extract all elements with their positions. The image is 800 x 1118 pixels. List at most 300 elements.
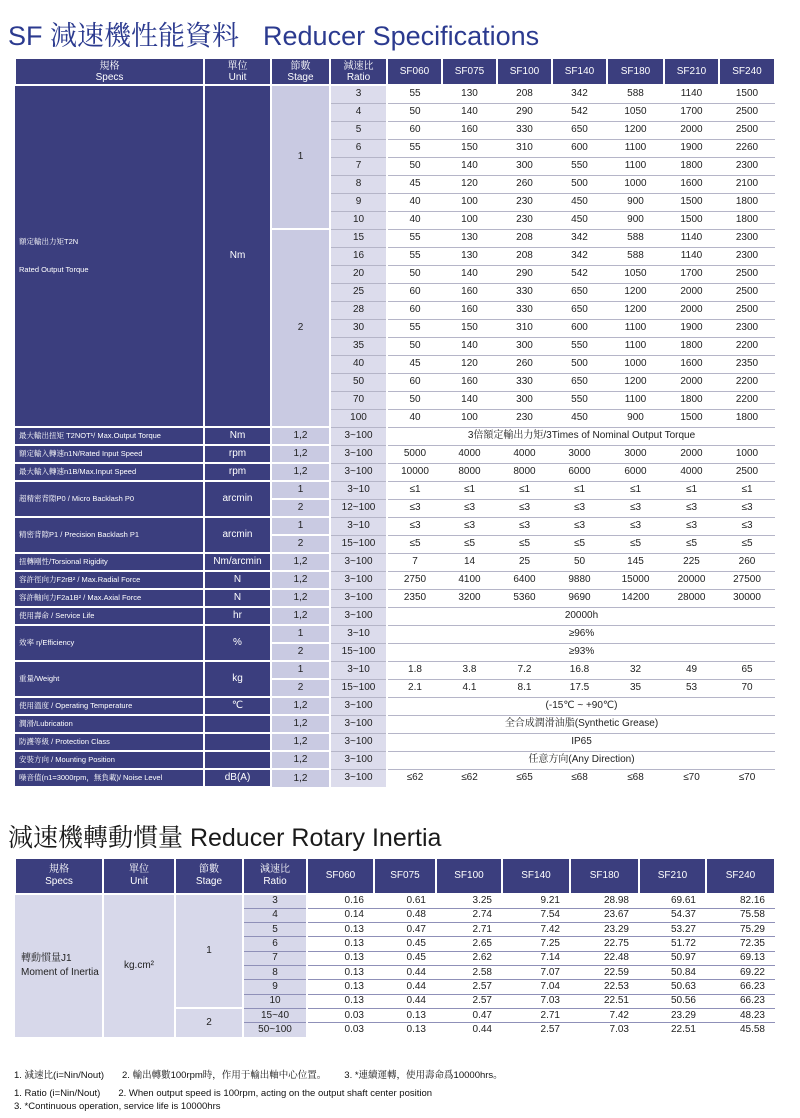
- value-cell: 310: [497, 139, 552, 157]
- stage-cell: 1: [271, 625, 330, 643]
- value-cell: 1800: [664, 157, 719, 175]
- rated_speed-label: 額定輸入轉速n1N/Rated Input Speed: [15, 445, 204, 463]
- value-cell: 55: [387, 319, 442, 337]
- value-cell: 145: [607, 553, 664, 571]
- stage-cell: 1,2: [271, 607, 330, 625]
- value-cell: 7.04: [502, 980, 570, 994]
- value-cell: 1140: [664, 229, 719, 247]
- value-cell: 2200: [719, 337, 775, 355]
- value-cell: ≤3: [552, 499, 607, 517]
- value-cell: ≤3: [607, 499, 664, 517]
- value-cell: 0.47: [436, 1008, 502, 1022]
- value-cell: 50.97: [639, 951, 706, 965]
- value-cell: 23.67: [570, 908, 639, 922]
- value-cell: 7.42: [570, 1008, 639, 1022]
- value-cell: 60: [387, 283, 442, 301]
- value-cell: 140: [442, 265, 497, 283]
- stage-cell: 1,2: [271, 553, 330, 571]
- stage-cell: 1: [271, 85, 330, 229]
- value-cell: 0.13: [307, 951, 374, 965]
- value-cell: 50: [387, 391, 442, 409]
- value-cell: 69.13: [706, 951, 775, 965]
- value-cell: 8.1: [497, 679, 552, 697]
- note: 1. 減速比(i=Nin/Nout): [14, 1070, 105, 1081]
- value-cell: 3000: [607, 445, 664, 463]
- value-cell: 550: [552, 391, 607, 409]
- value-cell: 0.03: [307, 1008, 374, 1022]
- value-cell: ≤3: [552, 517, 607, 535]
- value-cell: ≤5: [497, 535, 552, 553]
- value-cell: 160: [442, 121, 497, 139]
- value-cell: 542: [552, 103, 607, 121]
- ratio-cell: 3~100: [330, 571, 387, 589]
- value-cell: ≤1: [607, 481, 664, 499]
- value-cell: 75.29: [706, 923, 775, 937]
- value-cell: 2500: [719, 301, 775, 319]
- value-cell: 650: [552, 121, 607, 139]
- value-cell: 2.65: [436, 937, 502, 951]
- value-cell: 55: [387, 229, 442, 247]
- value-cell: 1800: [719, 409, 775, 427]
- value-cell: 330: [497, 373, 552, 391]
- value-cell: 69.22: [706, 965, 775, 979]
- value-cell: ≤70: [664, 769, 719, 787]
- value-cell: 0.61: [374, 894, 436, 908]
- ratio-cell: 3~100: [330, 589, 387, 607]
- stage-cell: 2: [271, 229, 330, 427]
- value-cell: 0.45: [374, 937, 436, 951]
- ratio-cell: 3~100: [330, 463, 387, 481]
- value-cell: 50: [387, 265, 442, 283]
- value-cell: 4100: [442, 571, 497, 589]
- value-cell: 51.72: [639, 937, 706, 951]
- life-row: [15, 607, 775, 625]
- value-cell: 75.58: [706, 908, 775, 922]
- value-cell: 23.29: [639, 1008, 706, 1022]
- max_torque-label: 最大輸出扭矩 T2NOT¹/ Max.Output Torque: [15, 427, 204, 445]
- ratio-cell: 3: [243, 894, 307, 908]
- value-cell: 230: [497, 409, 552, 427]
- value-cell: 35: [607, 679, 664, 697]
- value-cell: 2.71: [436, 923, 502, 937]
- value-cell: 30000: [719, 589, 775, 607]
- value-cell: 16.8: [552, 661, 607, 679]
- value-cell: 60: [387, 121, 442, 139]
- value-cell: 70: [719, 679, 775, 697]
- value-cell: 1100: [607, 319, 664, 337]
- value-cell: 2.57: [436, 994, 502, 1008]
- value-cell: 310: [497, 319, 552, 337]
- value-cell: 3000: [552, 445, 607, 463]
- torque-row: [15, 85, 775, 103]
- value-cell: 650: [552, 373, 607, 391]
- value-cell: 2500: [719, 121, 775, 139]
- unit-cell: rpm: [204, 445, 271, 463]
- value-cell: ≤5: [664, 535, 719, 553]
- value-cell: 22.51: [570, 994, 639, 1008]
- value-cell: ≤1: [387, 481, 442, 499]
- stage-cell: 1,2: [271, 769, 330, 787]
- value-cell: 260: [497, 355, 552, 373]
- value-cell: 1100: [607, 337, 664, 355]
- value-cell: 342: [552, 229, 607, 247]
- backlash_p1-row: [15, 517, 775, 535]
- ratio-cell: 16: [330, 247, 387, 265]
- mounting-label: 安裝方向 / Mounting Position: [15, 751, 204, 769]
- value-cell: ≤3: [387, 517, 442, 535]
- unit-cell: arcmin: [204, 481, 271, 517]
- ratio-cell: 25: [330, 283, 387, 301]
- value-cell: ≤1: [719, 481, 775, 499]
- value-cell: 2.74: [436, 908, 502, 922]
- header-model: SF210: [664, 58, 719, 85]
- temp-label: 使用溫度 / Operating Temperature: [15, 697, 204, 715]
- value-cell: 7: [387, 553, 442, 571]
- value-cell: 4000: [442, 445, 497, 463]
- value-cell: 0.44: [374, 980, 436, 994]
- value-cell: 588: [607, 247, 664, 265]
- value-cell: 300: [497, 157, 552, 175]
- ratio-cell: 3~100: [330, 427, 387, 445]
- value-cell: 45.58: [739, 1024, 765, 1036]
- span-value-cell: 任意方向(Any Direction): [387, 751, 775, 769]
- value-cell: 40: [387, 211, 442, 229]
- value-cell: 7.03: [609, 1024, 629, 1036]
- value-cell: 15000: [607, 571, 664, 589]
- value-cell: 450: [552, 211, 607, 229]
- stage-cell: 1,2: [271, 751, 330, 769]
- value-cell: 2350: [387, 589, 442, 607]
- inertia-header-row: [15, 858, 775, 894]
- value-cell: 290: [497, 103, 552, 121]
- value-cell: ≤5: [552, 535, 607, 553]
- value-cell: 1900: [664, 139, 719, 157]
- value-cell: 230: [497, 211, 552, 229]
- value-cell: 49: [664, 661, 719, 679]
- value-cell: 550: [552, 337, 607, 355]
- backlash_p0-label: 超精密背隙P0 / Micro Backlash P0: [15, 481, 204, 517]
- value-cell: 2750: [387, 571, 442, 589]
- value-cell: 9.21: [502, 894, 570, 908]
- noise-label: 噪音值(n1=3000rpm，無負載)/ Noise Level: [15, 769, 204, 787]
- value-cell: 6000: [552, 463, 607, 481]
- ratio-cell: 3~100: [330, 715, 387, 733]
- value-cell: 60: [387, 301, 442, 319]
- value-cell: 1800: [664, 337, 719, 355]
- value-cell: 130: [461, 88, 478, 100]
- header-ratio: 減速比 Ratio: [243, 858, 307, 894]
- value-cell: 50: [387, 157, 442, 175]
- value-cell: 0.13: [307, 994, 374, 1008]
- value-cell: 140: [442, 391, 497, 409]
- value-cell: ≤5: [607, 535, 664, 553]
- value-cell: 50: [552, 553, 607, 571]
- value-cell: 2300: [719, 247, 775, 265]
- value-cell: 45: [387, 175, 442, 193]
- value-cell: ≤65: [497, 769, 552, 787]
- value-cell: 230: [497, 193, 552, 211]
- stage-cell: 1: [175, 894, 243, 1008]
- header-stage: 節數 Stage: [175, 858, 243, 894]
- value-cell: 140: [442, 337, 497, 355]
- note: 3. *Continuous operation, service life is 10000hrs: [14, 1101, 221, 1112]
- value-cell: 100: [442, 409, 497, 427]
- value-cell: ≤3: [497, 517, 552, 535]
- note: 3. *連續運轉，使用壽命爲10000hrs。: [344, 1070, 503, 1081]
- value-cell: 8000: [442, 463, 497, 481]
- header-model: SF060: [307, 858, 374, 894]
- value-cell: 0.44: [472, 1024, 492, 1036]
- value-cell: 0.03: [344, 1024, 364, 1036]
- value-cell: 300: [497, 337, 552, 355]
- value-cell: ≤1: [664, 481, 719, 499]
- value-cell: 2500: [719, 283, 775, 301]
- value-cell: 3200: [442, 589, 497, 607]
- value-cell: 2300: [719, 319, 775, 337]
- value-cell: 1000: [607, 175, 664, 193]
- value-cell: 0.44: [374, 965, 436, 979]
- value-cell: 300: [497, 391, 552, 409]
- header-specs: 規格 Specs: [15, 58, 204, 85]
- value-cell: ≤3: [664, 517, 719, 535]
- axial-row: [15, 589, 775, 607]
- noise-row: [15, 769, 775, 787]
- value-cell: 450: [552, 409, 607, 427]
- value-cell: 1050: [607, 103, 664, 121]
- value-cell: 2100: [719, 175, 775, 193]
- temp-row: [15, 697, 775, 715]
- header-model: SF075: [374, 858, 436, 894]
- stage-cell: 1,2: [271, 697, 330, 715]
- ratio-cell: 40: [330, 355, 387, 373]
- note: 1. Ratio (i=Nin/Nout): [14, 1088, 101, 1099]
- inertia-row: [15, 894, 775, 908]
- value-cell: 550: [552, 157, 607, 175]
- value-cell: 0.47: [374, 923, 436, 937]
- value-cell: 45: [387, 355, 442, 373]
- header-model: SF180: [570, 858, 639, 894]
- value-cell: 260: [719, 553, 775, 571]
- ratio-cell: 3~100: [330, 553, 387, 571]
- ratio-cell: 8: [330, 175, 387, 193]
- value-cell: 22.48: [570, 951, 639, 965]
- value-cell: 4000: [664, 463, 719, 481]
- ratio-cell: 10: [330, 211, 387, 229]
- efficiency-label: 效率 η/Efficiency: [15, 625, 204, 661]
- value-cell: 1200: [607, 283, 664, 301]
- value-cell: 9880: [552, 571, 607, 589]
- rigidity-row: [15, 553, 775, 571]
- header-ratio: 減速比 Ratio: [330, 58, 387, 85]
- radial-row: [15, 571, 775, 589]
- value-cell: ≤3: [442, 517, 497, 535]
- value-cell: 1000: [719, 445, 775, 463]
- value-cell: 260: [497, 175, 552, 193]
- value-cell: 1100: [607, 391, 664, 409]
- max_speed-row: [15, 463, 775, 481]
- value-cell: 6400: [497, 571, 552, 589]
- value-cell: 14: [442, 553, 497, 571]
- value-cell: 1800: [719, 211, 775, 229]
- spec-title-zh: SF 減速機性能資料: [8, 21, 240, 51]
- ratio-cell: 3~100: [330, 607, 387, 625]
- value-cell: 17.5: [552, 679, 607, 697]
- mounting-row: [15, 751, 775, 769]
- value-cell: 32: [607, 661, 664, 679]
- ratio-cell: 15~100: [330, 679, 387, 697]
- value-cell: 22.59: [570, 965, 639, 979]
- value-cell: 7.14: [502, 951, 570, 965]
- value-cell: 1800: [664, 391, 719, 409]
- lube-label: 潤滑/Lubrication: [15, 715, 204, 733]
- value-cell: 72.35: [706, 937, 775, 951]
- value-cell: 22.53: [570, 980, 639, 994]
- value-cell: 160: [442, 373, 497, 391]
- spec-header-row: [15, 58, 775, 85]
- ratio-cell: 9: [243, 980, 307, 994]
- ratio-cell: 50: [330, 373, 387, 391]
- stage-cell: 1,2: [271, 589, 330, 607]
- inertia-title: 減速機轉動慣量 Reducer Rotary Inertia: [8, 824, 442, 852]
- header-specs: 規格 Specs: [15, 858, 103, 894]
- value-cell: 20000: [664, 571, 719, 589]
- value-cell: 290: [497, 265, 552, 283]
- value-cell: ≤1: [552, 481, 607, 499]
- label-zh: 額定輸出力矩T2N: [19, 237, 79, 246]
- radial-label: 容許徑向力F2rB² / Max.Radial Force: [15, 571, 204, 589]
- ratio-cell: 5: [330, 121, 387, 139]
- stage-cell: 2: [271, 643, 330, 661]
- header-model: SF140: [552, 58, 607, 85]
- value-cell: 40: [387, 193, 442, 211]
- ratio-cell: 10: [243, 994, 307, 1008]
- value-cell: 50: [387, 337, 442, 355]
- unit-cell: Nm: [204, 427, 271, 445]
- value-cell: 55: [387, 247, 442, 265]
- spec-title: [8, 14, 539, 53]
- value-cell: 50.84: [639, 965, 706, 979]
- value-cell: ≤3: [719, 499, 775, 517]
- value-cell: 120: [442, 175, 497, 193]
- value-cell: 208: [516, 88, 533, 100]
- value-cell: 1200: [607, 373, 664, 391]
- value-cell: 1500: [735, 88, 759, 100]
- label-zh: 轉動慣量J1: [21, 952, 72, 964]
- value-cell: 55: [409, 88, 421, 100]
- notes-en-2: [14, 1101, 238, 1112]
- value-cell: 28000: [664, 589, 719, 607]
- value-cell: ≤5: [442, 535, 497, 553]
- max_speed-label: 最大輸入轉速n1B/Max.Input Speed: [15, 463, 204, 481]
- backlash_p1-label: 精密背隙P1 / Precision Backlash P1: [15, 517, 204, 553]
- value-cell: 2300: [719, 157, 775, 175]
- value-cell: 23.29: [570, 923, 639, 937]
- ratio-cell: 6: [330, 139, 387, 157]
- value-cell: 330: [497, 301, 552, 319]
- ratio-cell: 3: [330, 85, 387, 103]
- weight-label: 重量/Weight: [15, 661, 204, 697]
- value-cell: 2500: [719, 103, 775, 121]
- stage-cell: 1,2: [271, 463, 330, 481]
- stage-cell: 2: [271, 499, 330, 517]
- value-cell: 900: [607, 211, 664, 229]
- protection-label: 防護等級 / Protection Class: [15, 733, 204, 751]
- value-cell: 150: [442, 139, 497, 157]
- span-value-cell: IP65: [387, 733, 775, 751]
- value-cell: 330: [497, 121, 552, 139]
- value-cell: ≤3: [497, 499, 552, 517]
- ratio-cell: 3~100: [330, 751, 387, 769]
- value-cell: 10000: [387, 463, 442, 481]
- ratio-cell: 8: [243, 965, 307, 979]
- notes-zh: [14, 1067, 521, 1081]
- protection-row: [15, 733, 775, 751]
- value-cell: 2000: [664, 283, 719, 301]
- stage-cell: 2: [271, 535, 330, 553]
- header-unit: 單位 Unit: [204, 58, 271, 85]
- lube-row: [15, 715, 775, 733]
- value-cell: 1700: [664, 103, 719, 121]
- value-cell: 1900: [664, 319, 719, 337]
- spec-title-en: Reducer Specifications: [263, 21, 540, 51]
- value-cell: 2000: [664, 373, 719, 391]
- stage-cell: 2: [271, 679, 330, 697]
- ratio-cell: 30: [330, 319, 387, 337]
- value-cell: ≤70: [719, 769, 775, 787]
- value-cell: 1140: [680, 88, 703, 100]
- value-cell: 53.27: [639, 923, 706, 937]
- ratio-cell: 15: [330, 229, 387, 247]
- value-cell: 2500: [719, 265, 775, 283]
- unit-cell: ℃: [204, 697, 271, 715]
- value-cell: 0.13: [307, 965, 374, 979]
- value-cell: ≤3: [442, 499, 497, 517]
- value-cell: 100: [442, 211, 497, 229]
- value-cell: 150: [442, 319, 497, 337]
- value-cell: 50.63: [639, 980, 706, 994]
- value-cell: 22.75: [570, 937, 639, 951]
- unit-cell: %: [204, 625, 271, 661]
- value-cell: 0.13: [307, 923, 374, 937]
- stage-cell: 1: [271, 517, 330, 535]
- value-cell: 7.03: [502, 994, 570, 1008]
- value-cell: 160: [442, 301, 497, 319]
- value-cell: 1200: [607, 121, 664, 139]
- value-cell: 1500: [664, 211, 719, 229]
- value-cell: ≤62: [387, 769, 442, 787]
- value-cell: 1600: [664, 175, 719, 193]
- max_torque-row: [15, 427, 775, 445]
- value-cell: 160: [442, 283, 497, 301]
- inertia-table: [14, 857, 776, 1037]
- span-value-cell: ≥93%: [387, 643, 775, 661]
- weight-row: [15, 661, 775, 679]
- unit-cell: [204, 733, 271, 751]
- ratio-cell: 7: [330, 157, 387, 175]
- span-value-cell: 全合成潤滑油脂(Synthetic Grease): [387, 715, 775, 733]
- value-cell: ≤5: [387, 535, 442, 553]
- value-cell: 2200: [719, 373, 775, 391]
- value-cell: 588: [627, 88, 644, 100]
- value-cell: 50: [387, 103, 442, 121]
- value-cell: 1.8: [387, 661, 442, 679]
- value-cell: 28.98: [570, 894, 639, 908]
- value-cell: 7.07: [502, 965, 570, 979]
- ratio-cell: 3~10: [330, 625, 387, 643]
- value-cell: ≤68: [552, 769, 607, 787]
- span-value-cell: 20000h: [387, 607, 775, 625]
- value-cell: 542: [552, 265, 607, 283]
